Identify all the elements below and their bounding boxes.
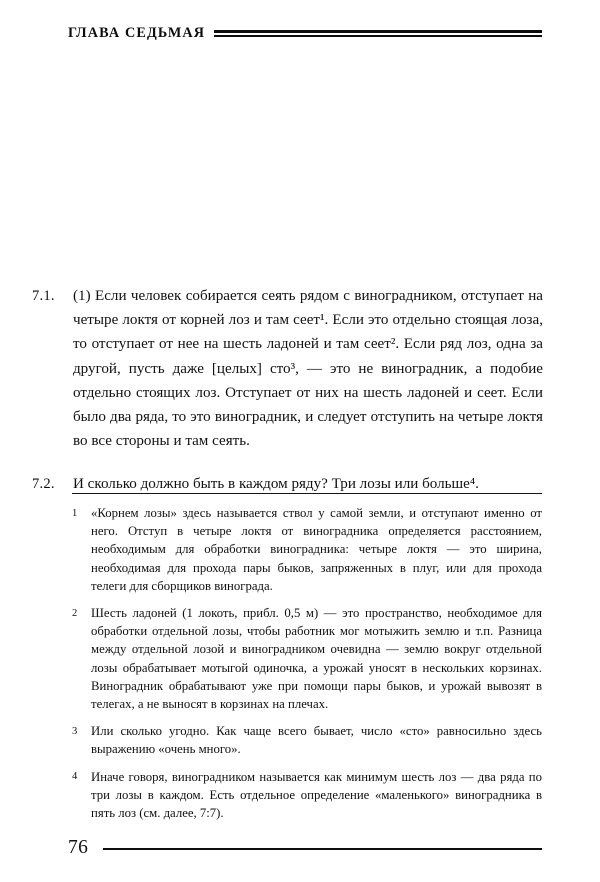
running-head-rule xyxy=(214,30,542,37)
body-text xyxy=(31,284,543,516)
chapter-title: ГЛАВА СЕДЬМАЯ xyxy=(68,25,206,41)
footnote-text: Шесть ладоней (1 локоть, прибл. 0,5 м) — это пространство, необходимое для обработки отдельной лозы, чтобы работник мог мотыжить землю и т.п. Разница между отдельной лозой и виноградником очевидна — землю вокруг отдельной лозы обрабатывает мотыгой одиночка, а урожай уносят в нескольких корзинах. Виноградник обрабатывают уже при помощи пары быков, и урожай вывозят в телегах, а не выносят в корзинах на плечах. xyxy=(91,606,542,712)
section-paragraph: И сколько должно быть в каждом ряду? Три лозы или больше⁴. xyxy=(73,476,479,493)
running-head xyxy=(68,25,542,42)
section-paragraph: (1) Если человек собирается сеять рядом с виноградником, отступает на четыре локтя от корней лоз и там сеет¹. Если это отдельно стоящая лоза, то отступает от нее на шесть ладоней и там сеет². Если ряд лоз, одна за другой, пусть даже [целых] сто³, — это не виноградник, а подобие отдельно стоящих лоз. Отступает от них на шесть ладоней и сеет. Если было два ряда, то это виноградник, и следует отступить на четыре локтя во все стороны и там сеять. xyxy=(73,288,543,450)
footnote-marker: 1 xyxy=(72,507,78,519)
footnote-block xyxy=(72,493,542,831)
footnote-text: Иначе говоря, виноградником называется как минимум шесть лоз — два ряда по три лозы в каждом. Есть отдельное определение «маленького» виноградника в пять лоз (см. далее, 7:7). xyxy=(91,769,542,821)
footnote-item xyxy=(72,604,542,713)
section-7-1 xyxy=(31,284,543,453)
footnote-separator-rule xyxy=(72,493,542,494)
footnote-marker: 4 xyxy=(72,771,78,783)
footnote-item xyxy=(72,504,542,595)
folio xyxy=(68,838,542,860)
footnote-item xyxy=(72,768,542,823)
footnote-marker: 3 xyxy=(72,725,78,737)
footnote-text: «Корнем лозы» здесь называется ствол у самой земли, и отступают именно от него. Отступ в четыре локтя от виноградника определяется расстоянием, необходимым для обработки виноградника: четыре локтя — это ширина, необходимая для прохода пары быков, запряженных в плуг, или для прохода телеги для сборщиков винограда. xyxy=(91,506,542,593)
section-number: 7.2. xyxy=(32,476,55,493)
footnote-text: Или сколько угодно. Как чаще всего бывает, число «сто» равносильно здесь выражению «очень много». xyxy=(91,724,542,757)
footnote-item xyxy=(72,722,542,758)
folio-rule xyxy=(103,848,542,850)
page-number: 76 xyxy=(68,837,89,858)
section-number: 7.1. xyxy=(32,288,55,304)
footnote-marker: 2 xyxy=(72,607,78,619)
